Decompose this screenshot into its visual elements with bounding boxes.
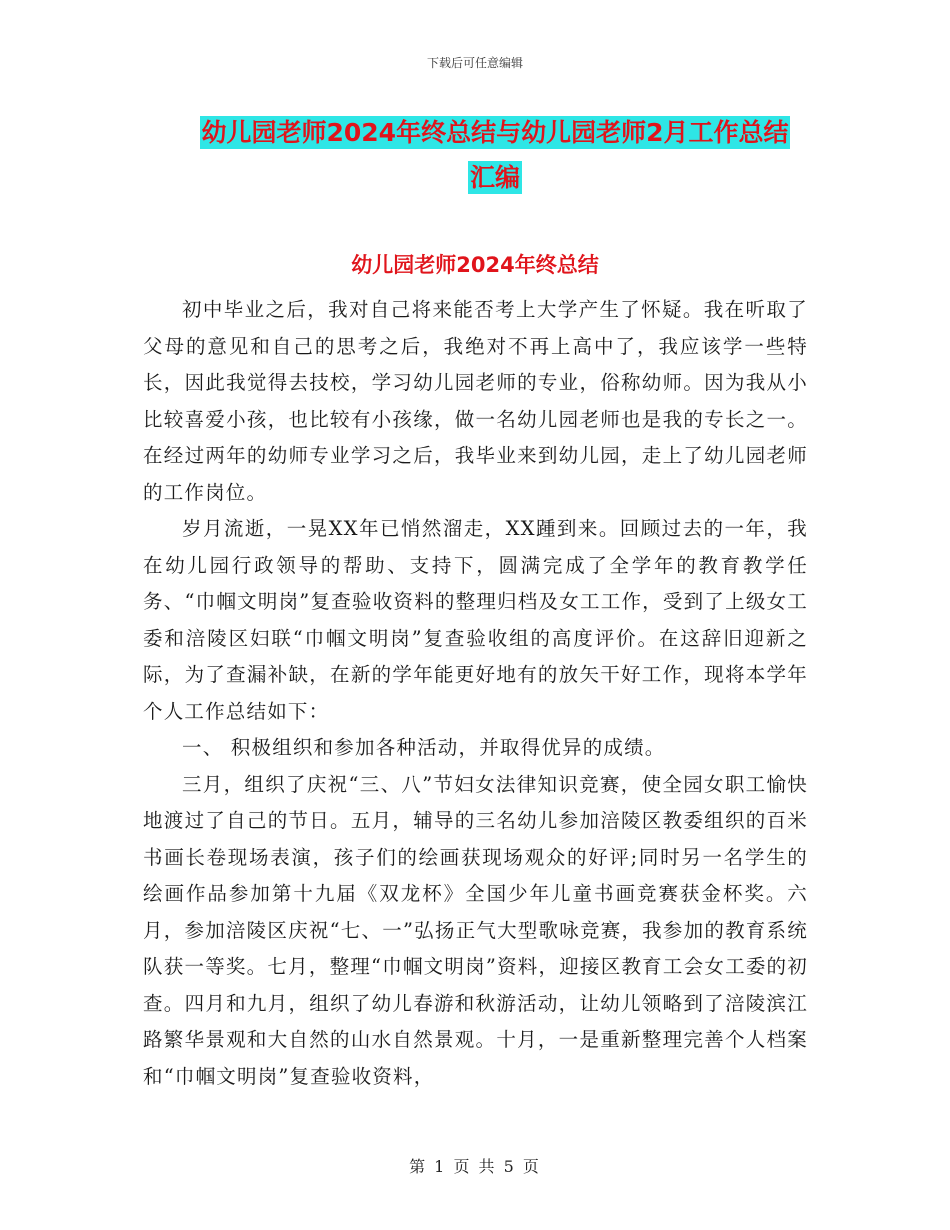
title-line-1: 幼儿园老师2024年终总结与幼儿园老师2月工作总结 (201, 118, 789, 147)
paragraph: 一、 积极组织和参加各种活动，并取得优异的成绩。 (182, 736, 666, 759)
section-title: 幼儿园老师2024年终总结 (351, 253, 599, 277)
title-line-2: 汇编 (469, 163, 520, 192)
header-note: 下载后可任意编辑 (426, 56, 523, 70)
page-footer: 第 1 页 共 5 页 (409, 1157, 541, 1176)
paragraph: 岁月流逝，一晃XX年已悄然溜走，XX踵到来。回顾过去的一年，我在幼儿园行政领导的帮助、支持下，圆满完成了全学年的教育教学任务、“巾帼文明岗”复查验收资料的整理归档及女工工作，受到了上级女工委和涪陵区妇联“巾帼文明岗”复查验收组的高度评价。在这辞旧迎新之际，为了查漏补缺，在新的学年能更好地有的放矢干好工作，现将本学年个人工作总结如下： (143, 517, 808, 723)
document-title (0, 110, 950, 200)
paragraph: 三月，组织了庆祝“三、八”节妇女法律知识竞赛，使全园女职工愉快地渡过了自己的节日。五月，辅导的三名幼儿参加涪陵区教委组织的百米书画长卷现场表演，孩子们的绘画获现场观众的好评;同时另一名学生的绘画作品参加第十九届《双龙杯》全国少年儿童书画竞赛获金杯奖。六月，参加涪陵区庆祝“七、一”弘扬正气大型歌咏竞赛，我参加的教育系统队获一等奖。七月，整理“巾帼文明岗”资料，迎接区教育工会女工委的初查。四月和九月，组织了幼儿春游和秋游活动，让幼儿领略到了涪陵滨江路繁华景观和大自然的山水自然景观。十月，一是重新整理完善个人档案和“巾帼文明岗”复查验收资料， (143, 772, 808, 1088)
paragraph: 初中毕业之后，我对自己将来能否考上大学产生了怀疑。我在听取了父母的意见和自己的思考之后，我绝对不再上高中了，我应该学一些特长，因此我觉得去技校，学习幼儿园老师的专业，俗称幼师。因为我从小比较喜爱小孩，也比较有小孩缘，做一名幼儿园老师也是我的专长之一。在经过两年的幼师专业学习之后，我毕业来到幼儿园，走上了幼儿园老师的工作岗位。 (143, 298, 808, 504)
body-text (143, 292, 808, 1095)
